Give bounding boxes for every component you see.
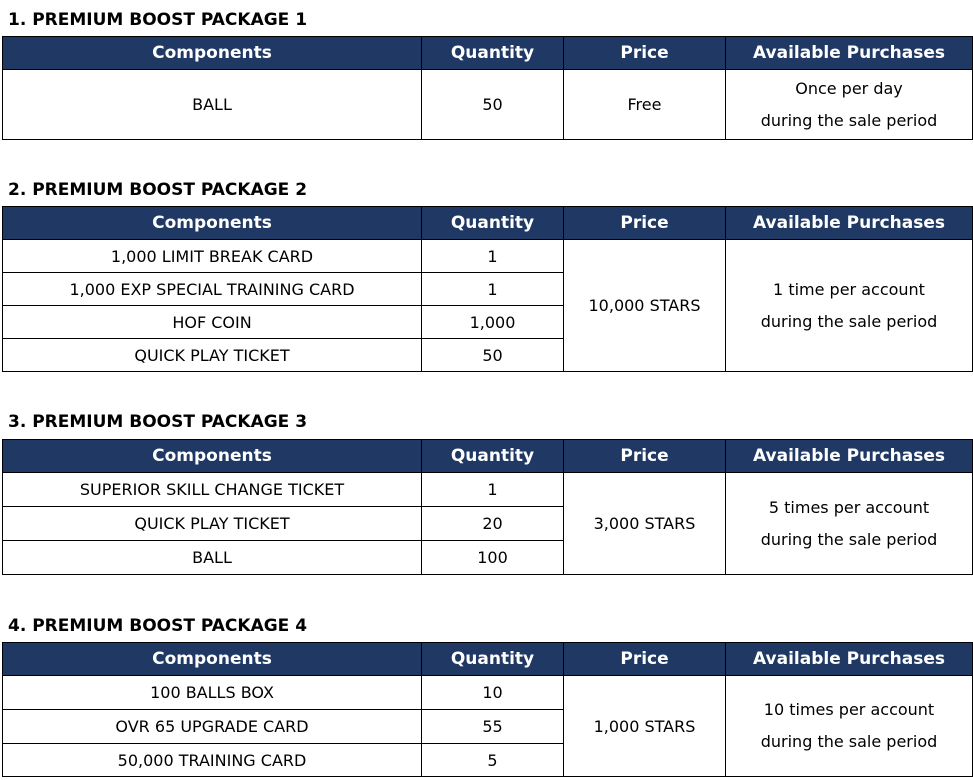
component-cell: 100 BALLS BOX [3,676,422,710]
availability-cell [726,473,973,575]
availability-line-1: 10 times per account [763,700,935,719]
quantity-cell: 20 [422,507,564,541]
header-available-purchases: Available Purchases [726,643,973,676]
price-cell: 3,000 STARS [564,473,726,575]
component-cell: 50,000 TRAINING CARD [3,744,422,777]
quantity-cell: 1 [422,473,564,507]
header-available-purchases: Available Purchases [726,207,973,240]
table-header-row [3,207,973,240]
availability-line-2: during the sale period [760,732,938,751]
availability-line-2: during the sale period [760,311,938,331]
availability-cell [726,70,973,140]
availability-line-2: during the sale period [760,529,938,549]
price-cell: Free [564,70,726,140]
package-table [2,36,973,140]
header-quantity: Quantity [422,37,564,70]
table-header-row [3,440,973,473]
availability-cell [726,676,973,777]
quantity-cell: 100 [422,541,564,575]
component-cell: HOF COIN [3,306,422,339]
table-header-row [3,37,973,70]
header-price: Price [564,207,726,240]
header-price: Price [564,37,726,70]
header-price: Price [564,440,726,473]
table-row [3,70,973,140]
price-cell: 1,000 STARS [564,676,726,777]
header-components: Components [3,37,422,70]
header-quantity: Quantity [422,207,564,240]
table-row [3,473,973,507]
package-title: 2. PREMIUM BOOST PACKAGE 2 [8,180,308,200]
availability-line-1: 1 time per account [773,279,925,299]
quantity-cell: 1 [422,240,564,273]
availability-cell [726,240,973,372]
component-cell: 1,000 LIMIT BREAK CARD [3,240,422,273]
package-table [2,439,973,575]
header-components: Components [3,207,422,240]
quantity-cell: 55 [422,710,564,744]
package-table [2,206,973,372]
availability-line-1: Once per day [795,78,903,98]
table-header-row [3,643,973,676]
header-quantity: Quantity [422,643,564,676]
package-title: 1. PREMIUM BOOST PACKAGE 1 [8,10,308,30]
component-cell: QUICK PLAY TICKET [3,339,422,372]
component-cell: BALL [3,70,422,140]
package-title: 3. PREMIUM BOOST PACKAGE 3 [8,412,308,432]
table-row [3,676,973,710]
header-available-purchases: Available Purchases [726,37,973,70]
quantity-cell: 1,000 [422,306,564,339]
quantity-cell: 10 [422,676,564,710]
component-cell: OVR 65 UPGRADE CARD [3,710,422,744]
table-row [3,240,973,273]
quantity-cell: 1 [422,273,564,306]
header-price: Price [564,643,726,676]
quantity-cell: 5 [422,744,564,777]
availability-line-2: during the sale period [760,110,938,130]
package-title: 4. PREMIUM BOOST PACKAGE 4 [8,616,308,636]
component-cell: 1,000 EXP SPECIAL TRAINING CARD [3,273,422,306]
quantity-cell: 50 [422,70,564,140]
price-cell: 10,000 STARS [564,240,726,372]
quantity-cell: 50 [422,339,564,372]
component-cell: BALL [3,541,422,575]
header-components: Components [3,643,422,676]
component-cell: QUICK PLAY TICKET [3,507,422,541]
component-cell: SUPERIOR SKILL CHANGE TICKET [3,473,422,507]
header-quantity: Quantity [422,440,564,473]
availability-line-1: 5 times per account [768,497,930,517]
header-available-purchases: Available Purchases [726,440,973,473]
header-components: Components [3,440,422,473]
package-table [2,642,973,777]
